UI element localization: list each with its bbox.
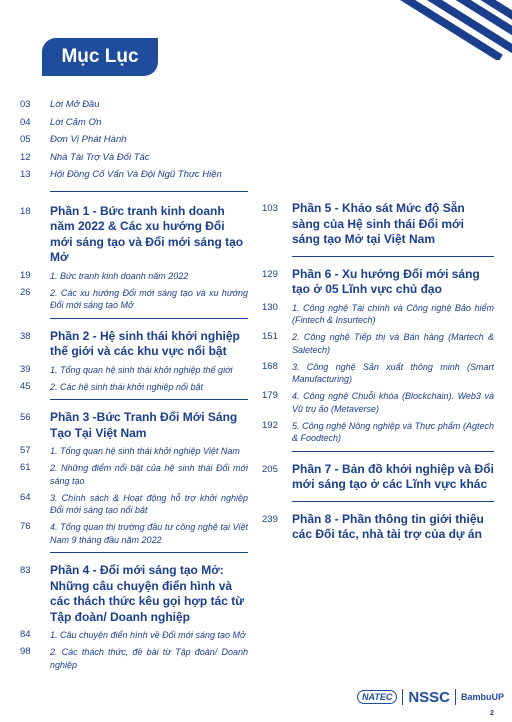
section-title: Phần 6 - Xu hướng Đổi mới sáng tạo ở 05 Lĩnh vực chủ đạo <box>292 266 480 296</box>
page-number: 26 <box>20 286 31 298</box>
toc-subentry[interactable] <box>20 287 248 312</box>
logo-divider <box>402 689 403 705</box>
page-number: 03 <box>20 99 31 110</box>
toc-subentry[interactable] <box>262 390 494 415</box>
section-title: Phần 1 - Bức tranh kinh doanh năm 2022 & Các xu hướng Đổi mới sáng tạo và Đổi mới sáng tạo Mở <box>50 203 244 264</box>
section-title: Phần 2 - Hệ sinh thái khởi nghiệp thế giới và các khu vực nổi bật <box>50 328 240 358</box>
footer-logos <box>357 684 507 710</box>
toc-section-7[interactable] <box>262 462 494 493</box>
toc-subentry-label: 2. Các thách thức, đề bài từ Tập đoàn/ Doanh nghiệp <box>50 647 248 670</box>
page-number: 13 <box>20 169 31 180</box>
toc-subentry[interactable] <box>20 646 248 671</box>
page-number: 38 <box>20 330 31 342</box>
page-number: 64 <box>20 491 31 503</box>
toc-entry-label: Lời Cảm Ơn <box>50 116 102 128</box>
page-number: 98 <box>20 646 31 657</box>
toc-subentry-label: 1. Tổng quan hệ sinh thái khởi nghiệp thế giới <box>50 364 233 375</box>
toc-entry-label: Lời Mở Đầu <box>50 99 100 110</box>
toc-subentry[interactable] <box>20 462 248 487</box>
toc-subentry[interactable] <box>20 270 248 283</box>
toc-section-8[interactable] <box>262 512 494 543</box>
page-number: 130 <box>262 301 278 313</box>
toc-entry-label: Hội Đồng Cố Vấn Và Đội Ngũ Thực Hiện <box>50 169 222 180</box>
toc-entry-label: Đơn Vị Phát Hành <box>50 134 127 145</box>
toc-subentry[interactable] <box>20 629 248 642</box>
bambuup-logo: BambuUP <box>461 692 505 702</box>
toc-section-5[interactable] <box>262 201 494 248</box>
natec-logo: NATEC <box>357 690 397 704</box>
divider <box>50 318 248 319</box>
toc-subentry[interactable] <box>20 492 248 517</box>
toc-subentry-label: 4. Tổng quan thị trường đầu tư công nghệ tại Việt Nam 9 tháng đầu năm 2022 <box>50 522 248 545</box>
toc-entry[interactable] <box>20 96 248 114</box>
corner-decoration <box>372 0 512 60</box>
page-number: 56 <box>20 412 31 423</box>
toc-section-4[interactable] <box>20 563 248 625</box>
toc-left-column <box>20 96 248 676</box>
toc-subentry-label: 2. Các hệ sinh thái khởi nghiệp nổi bật <box>50 381 204 392</box>
page-number: 84 <box>20 629 31 640</box>
toc-subentry-label: 1. Công nghệ Tài chính và Công nghệ Bảo hiểm (Fintech & Insurtech) <box>292 302 494 325</box>
page-number: 45 <box>20 380 31 392</box>
toc-subentry[interactable] <box>262 420 494 445</box>
toc-subentry-label: 2. Công nghệ Tiếp thị và Bán hàng (Martech & Saletech) <box>292 332 494 355</box>
divider <box>292 256 494 257</box>
divider <box>50 552 248 553</box>
page-number: 05 <box>20 134 31 145</box>
divider <box>50 191 248 192</box>
page-number: 57 <box>20 445 31 456</box>
page-number: 12 <box>20 151 31 163</box>
toc-subentry-label: 2. Những điểm nổi bật của hệ sinh thái Đổi mới sáng tạo <box>50 463 248 486</box>
toc-subentry-label: 2. Các xu hướng Đổi mới sáng tạo và xu hướng Đổi mới sáng tạo Mở <box>50 287 248 310</box>
page-number: 168 <box>262 360 278 372</box>
logo-divider <box>455 689 456 705</box>
toc-subentry[interactable] <box>20 381 248 394</box>
page-number: 103 <box>262 203 278 214</box>
toc-section-2[interactable] <box>20 329 248 360</box>
page-number: 76 <box>20 521 31 532</box>
section-title: Phần 7 - Bản đồ khởi nghiệp và Đổi mới sáng tạo ở các Lĩnh vực khác <box>292 461 494 491</box>
toc-section-1[interactable] <box>20 204 248 266</box>
toc-subentry-label: 1. Tổng quan hệ sinh thái khởi nghiệp Việt Nam <box>50 446 240 456</box>
toc-subentry[interactable] <box>262 302 494 327</box>
toc-right-column <box>262 201 494 543</box>
toc-subentry-label: 1. Câu chuyện điển hình về Đổi mới sáng tạo Mở <box>50 630 246 640</box>
toc-subentry-label: 1. Bức tranh kinh doanh năm 2022 <box>50 270 189 281</box>
page-number: 19 <box>20 269 31 281</box>
page-number: 83 <box>20 565 31 576</box>
page-number: 39 <box>20 363 31 375</box>
divider <box>50 399 248 400</box>
toc-subentry[interactable] <box>20 521 248 546</box>
toc-subentry[interactable] <box>20 364 248 377</box>
section-title: Phần 5 - Khảo sát Mức độ Sẵn sàng của Hệ sinh thái Đổi mới sáng tạo Mở tại Việt Nam <box>292 201 465 246</box>
section-title: Phần 4 - Đổi mới sáng tạo Mở: Những câu chuyện điển hình và các thách thức kêu gọi hợp tác từ Tập đoàn/ Doanh nghiệp <box>50 563 244 624</box>
page-number: 205 <box>262 463 278 475</box>
page-number: 18 <box>20 205 31 217</box>
toc-subentry-label: 5. Công nghệ Nông nghiệp và Thực phẩm (Agtech & Foodtech) <box>292 420 494 443</box>
page-number: 129 <box>262 268 278 280</box>
section-title: Phần 8 - Phần thông tin giới thiệu các Đối tác, nhà tài trợ của dự án <box>292 511 484 541</box>
page-number: 04 <box>20 116 31 128</box>
page-number: 239 <box>262 513 278 525</box>
nssc-logo: NSSC <box>408 688 451 706</box>
page-number: 179 <box>262 390 278 401</box>
toc-subentry-label: 3. Chính sách & Hoạt động hỗ trợ khởi nghiệp Đổi mới sáng tạo nổi bật <box>50 492 248 515</box>
divider <box>292 501 494 502</box>
toc-entry[interactable] <box>20 114 248 132</box>
toc-entry[interactable] <box>20 131 248 149</box>
section-title: Phần 3 -Bức Tranh Đổi Mới Sáng Tạo Tại Việt Nam <box>50 410 238 440</box>
page-title: Mục Lục <box>61 46 139 67</box>
page-number: 61 <box>20 462 31 473</box>
page-number-footer: 2 <box>490 710 494 717</box>
toc-entry[interactable] <box>20 166 248 184</box>
page-title-banner <box>42 38 158 76</box>
toc-entry-label: Nhà Tài Trợ Và Đối Tác <box>50 151 150 163</box>
page-number: 192 <box>262 419 278 431</box>
toc-subentry[interactable] <box>262 331 494 356</box>
toc-subentry[interactable] <box>262 361 494 386</box>
toc-section-3[interactable] <box>20 410 248 441</box>
toc-subentry-label: 3. Công nghệ Sản xuất thông minh (Smart Manufacturing) <box>292 361 494 384</box>
toc-subentry-label: 4. Công nghệ Chuỗi khóa (Blockchain). Web3 và Vũ trụ ảo (Metaverse) <box>292 391 494 414</box>
toc-subentry[interactable] <box>20 445 248 458</box>
divider <box>292 451 494 452</box>
page-number: 151 <box>262 331 278 342</box>
toc-section-6[interactable] <box>262 267 494 298</box>
toc-entry[interactable] <box>20 149 248 167</box>
